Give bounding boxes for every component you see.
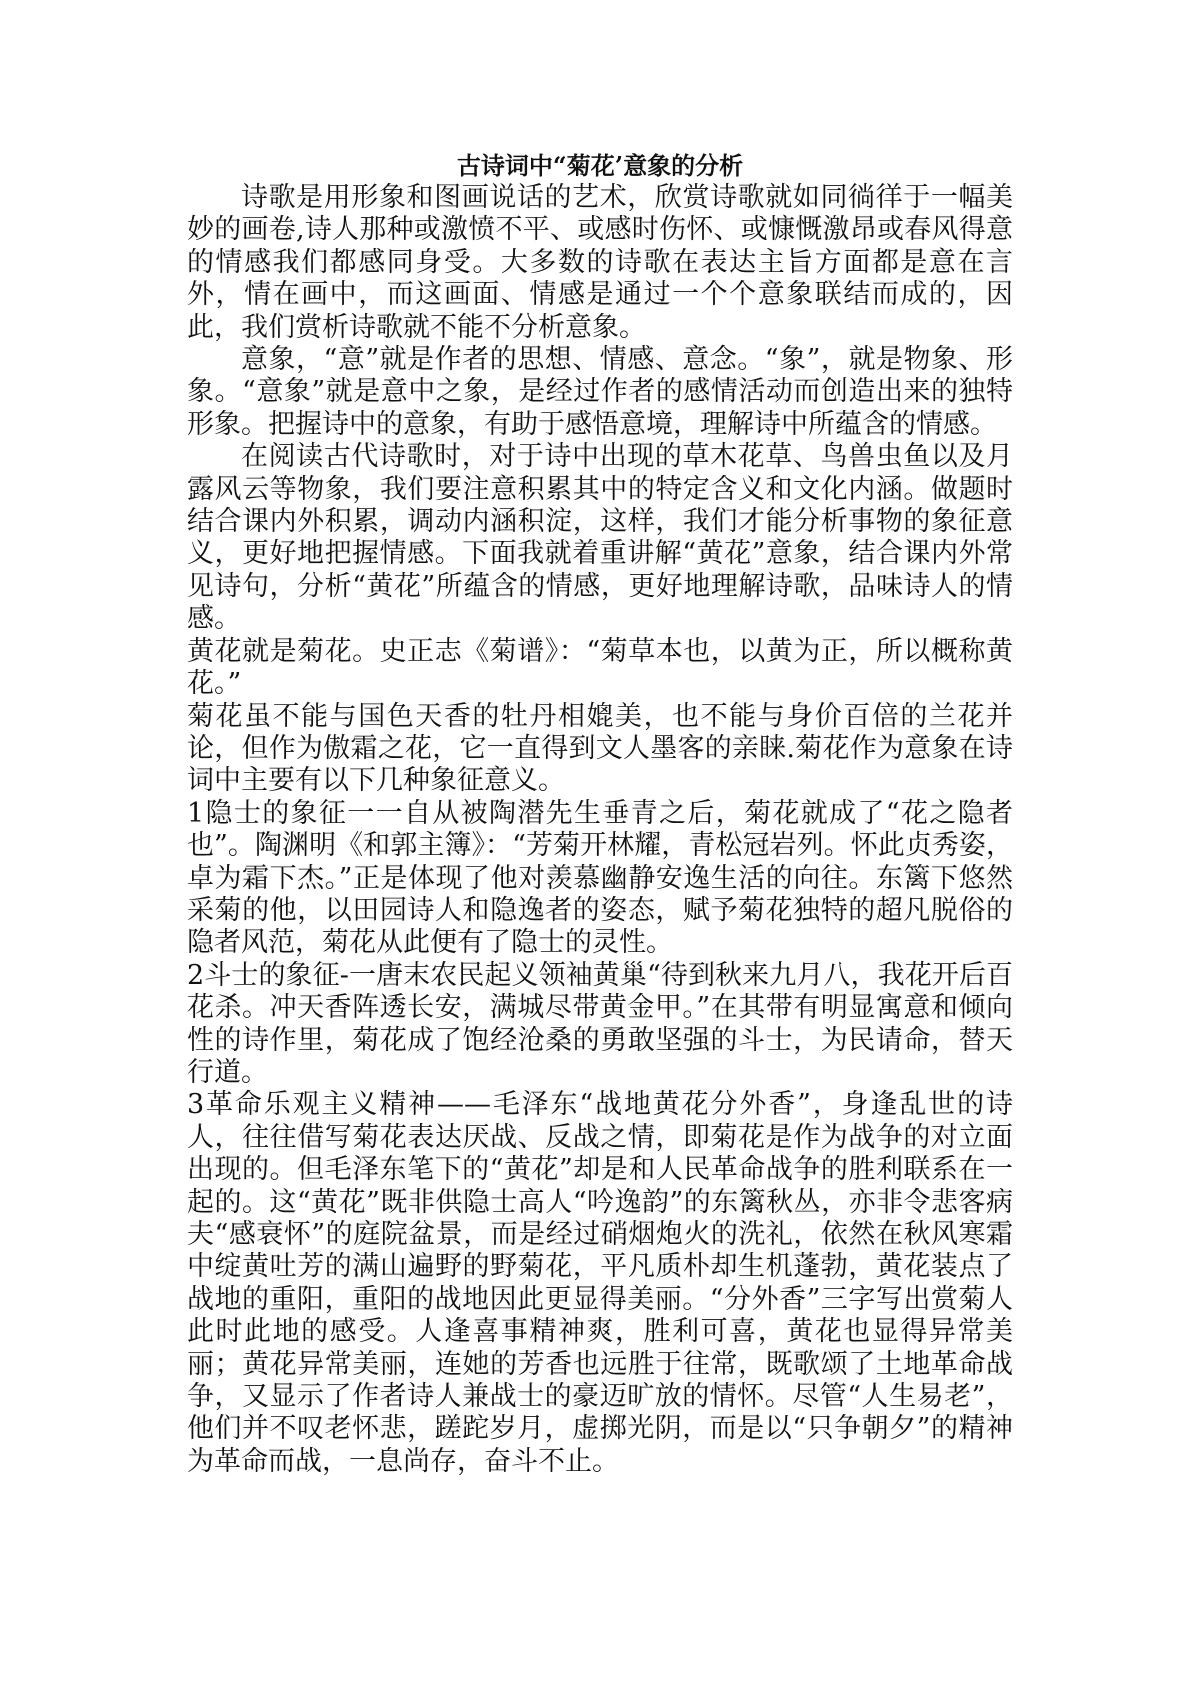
paragraph-fighter-symbol: 2斗士的象征-一唐末农民起义领袖黄巢“待到秋来九月八，我花开后百花杀。冲天香阵透长安，满城尽带黄金甲。”在其带有明显寓意和倾向性的诗作里，菊花成了饱经沧桑的勇敢坚强的斗士，为民请命，替天行道。: [187, 959, 1013, 1088]
paragraph-reading-method: 在阅读古代诗歌时，对于诗中出现的草木花草、鸟兽虫鱼以及月露风云等物象，我们要注意积累其中的特定含义和文化内涵。做题时结合课内外积累，调动内涵积淀，这样，我们才能分析事物的象征意义，更好地把握情感。下面我就着重讲解“黄花”意象，结合课内外常见诗句，分析“黄花”所蕴含的情感，更好地理解诗歌，品味诗人的情感。: [187, 441, 1013, 635]
paragraph-hermit-symbol: 1隐士的象征一一自从被陶潜先生垂青之后，菊花就成了“花之隐者也”。陶渊明《和郭主簿》：“芳菊开林耀，青松冠岩列。怀此贞秀姿，卓为霜下杰。”正是体现了他对羡慕幽静安逸生活的向往。东篱下悠然采菊的他，以田园诗人和隐逸者的姿态，赋予菊花独特的超凡脱俗的隐者风范，菊花从此便有了隐士的灵性。: [187, 797, 1013, 959]
paragraph-imagery-definition: 意象，“意”就是作者的思想、情感、意念。“象”，就是物象、形象。“意象”就是意中之象，是经过作者的感情活动而创造出来的独特形象。把握诗中的意象，有助于感悟意境，理解诗中所蕴含的情感。: [187, 344, 1013, 440]
paragraph-intro: 诗歌是用形象和图画说话的艺术，欣赏诗歌就如同徜徉于一幅美妙的画卷,诗人那种或激愤不平、或感时伤怀、或慷慨激昂或春风得意的情感我们都感同身受。大多数的诗歌在表达主旨方面都是意在言外，情在画中，而这画面、情感是通过一个个意象联结而成的，因此，我们赏析诗歌就不能不分析意象。: [187, 182, 1013, 343]
document-title: 古诗词中“菊花’意象的分析: [456, 151, 744, 180]
paragraph-chrysanthemum-symbolism: 菊花虽不能与国色天香的牡丹相媲美，也不能与身价百倍的兰花并论，但作为傲霜之花，它一直得到文人墨客的亲睐.菊花作为意象在诗词中主要有以下几种象征意义。: [187, 700, 1013, 797]
paragraph-yellow-flower: 黄花就是菊花。史正志《菊谱》：“菊草本也，以黄为正，所以概称黄花。”: [187, 635, 1013, 700]
paragraph-revolutionary-optimism: 3革命乐观主义精神——毛泽东“战地黄花分外香”，身逢乱世的诗人，往往借写菊花表达厌战、反战之情，即菊花是作为战争的对立面出现的。但毛泽东笔下的“黄花”却是和人民革命战争的胜利联系在一起的。这“黄花”既非供隐士高人“吟逸韵”的东篱秋丛，亦非令悲客病夫“感衰怀”的庭院盆景，而是经过硝烟炮火的洗礼，依然在秋风寒霜中绽黄吐芳的满山遍野的野菊花，平凡质朴却生机蓬勃，黄花装点了战地的重阳，重阳的战地因此更显得美丽。“分外香”三字写出赏菊人此时此地的感受。人逢喜事精神爽，胜利可喜，黄花也显得异常美丽；黄花异常美丽，连她的芳香也远胜于往常，既歌颂了土地革命战争，又显示了作者诗人兼战士的豪迈旷放的情怀。尽管“人生易老”，他们并不叹老怀悲，蹉跎岁月，虚掷光阴，而是以“只争朝夕”的精神为革命而战，一息尚存，奋斗不止。: [187, 1089, 1013, 1477]
document-page: [187, 150, 1013, 1478]
